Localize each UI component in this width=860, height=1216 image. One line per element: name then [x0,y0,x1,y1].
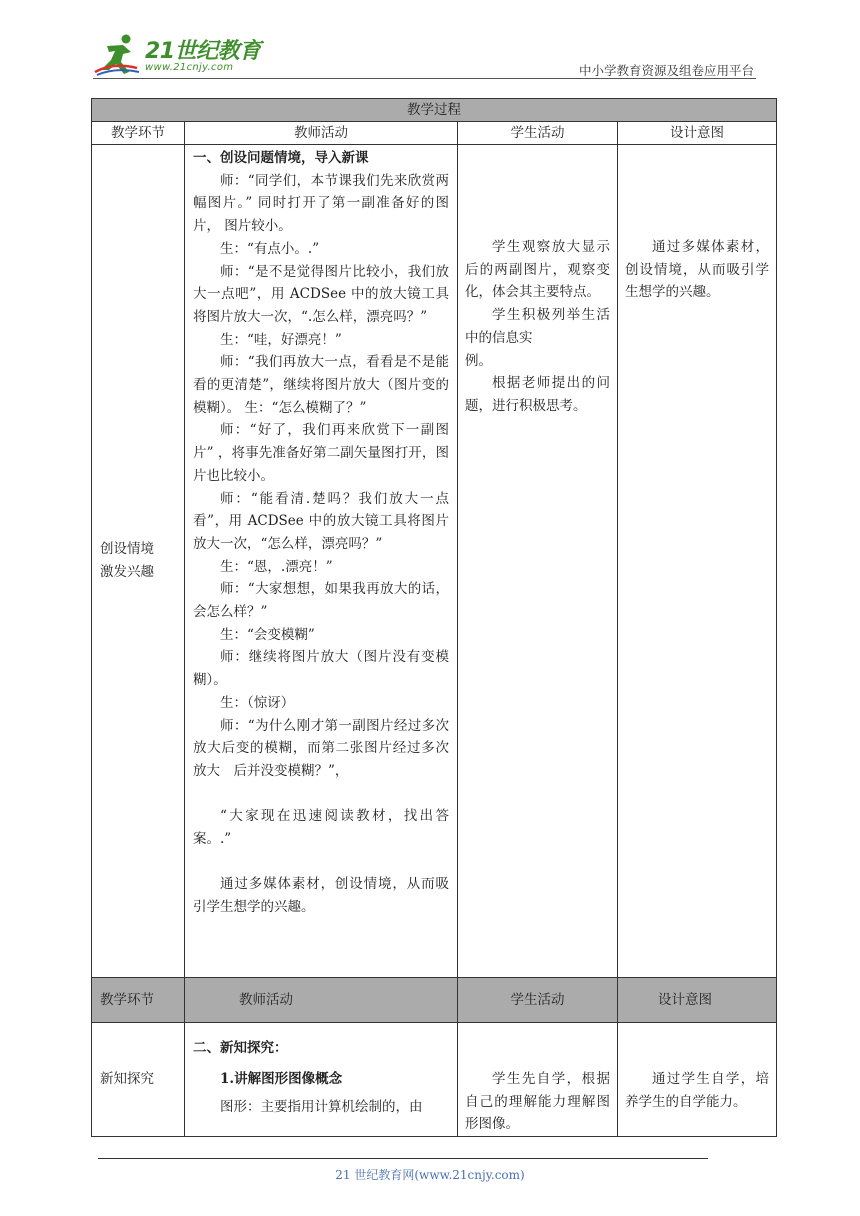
teacher-paragraph: 师：继续将图片放大（图片没有变模糊）。 [193,649,449,689]
site-logo [93,32,263,80]
student-activity-cell [458,145,618,978]
student-paragraph: 学生先自学，根据自己的理解能力理解图形图像。 [465,1071,610,1133]
student-paragraph: 根据老师提出的问题，进行积极思考。 [465,375,610,414]
teacher-paragraph: 通过多媒体素材，创设情境，从而吸引学生想学的兴趣。 [193,876,449,916]
teacher-paragraph: 生：“会变模糊” [220,626,315,643]
student-activity-cell [458,1023,618,1137]
design-intent-cell [618,1023,777,1137]
table-row-intro [92,145,777,978]
teacher-paragraph: 师：“同学们，本节课我们先来欣赏两幅图片。” 同时打开了第一副准备好的图片， 图片较小。 [193,172,449,235]
platform-name: 中小学教育资源及组卷应用平台 [578,63,754,78]
stage-line: 激发兴趣 [100,564,154,580]
teacher-paragraph: 生：“哇，好漂亮！” [220,331,342,348]
runner-logo-icon [93,32,143,76]
teacher-paragraph: “大家现在迅速阅读教材，找出答案。.” [193,808,449,848]
teacher-paragraph: 师：“大家想想，如果我再放大的话，会怎么样？” [193,581,449,621]
column-header: 教学环节 [92,122,185,145]
table-header-row [92,122,777,145]
page-footer: 21 世纪教育网(www.21cnjy.com) [335,1168,525,1182]
paragraph-gap [193,851,449,874]
stage-cell [92,145,185,978]
subsection-heading: 1.讲解图形图像概念 [220,1070,343,1087]
student-paragraph: 学生积极列举生活中的信息实 [465,307,610,346]
column-header: 学生活动 [458,122,618,145]
footer-divider [98,1158,708,1159]
stage-line: 新知探究 [100,1071,154,1087]
paragraph-gap [193,783,449,806]
table-title: 教学过程 [92,99,777,122]
teacher-paragraph: 师：“是不是觉得图片比较小，我们放大一点吧”，用 ACDSee 中的放大镜工具将图片放大一次，“.怎么样，漂亮吗？” [193,263,449,325]
column-header: 设计意图 [618,122,777,145]
student-paragraph: 例。 [465,352,492,369]
student-paragraph: 学生观察放大显示后的两副图片，观察变化，体会其主要特点。 [465,239,610,301]
design-intent-text: 通过多媒体素材，创设情境，从而吸引学生想学的兴趣。 [625,239,769,301]
teacher-paragraph: 生：“有点小。.” [220,240,320,257]
stage-cell [92,1023,185,1137]
column-header: 学生活动 [458,978,618,1023]
column-header: 教师活动 [185,978,458,1023]
stage-line: 创设情境 [100,541,154,558]
section-heading: 一、创设问题情境，导入新课 [193,150,369,166]
column-header: 教师活动 [185,122,458,145]
teacher-paragraph: 师：“能看清.楚吗？我们放大一点看”，用 ACDSee 中的放大镜工具将图片放大一次，“怎么样，漂亮吗？” [193,490,449,552]
teacher-paragraph: 师：“我们再放大一点，看看是不是能看的更清楚”，继续将图片放大（图片变的模糊）。 生：“怎么模糊了？” [193,354,449,416]
teacher-paragraph: 师：“为什么刚才第一副图片经过多次放大后变的模糊，而第二张图片经过多次放大 后并没变模糊？”， [193,717,449,779]
design-intent-text: 通过学生自学，培养学生的自学能力。 [625,1071,769,1110]
teacher-paragraph: 生：“恩，.漂亮！” [220,558,333,575]
teacher-paragraph: 师：“好了，我们再来欣赏下一副图片” ，将事先准备好第二副矢量图打开，图片也比较小。 [193,422,449,484]
logo-url: www.21cnjy.com [145,62,234,73]
teacher-paragraph: 生：（惊讶） [220,694,295,711]
table-header-row-repeat [92,978,777,1023]
table-row-explore [92,1023,777,1137]
lesson-table [91,98,777,1137]
design-intent-cell [618,145,777,978]
column-header: 设计意图 [618,978,777,1023]
column-header: 教学环节 [92,978,185,1023]
header-divider [93,78,756,79]
section-heading: 二、新知探究： [193,1040,288,1056]
page-header [0,0,860,90]
teacher-activity-text [193,147,449,919]
logo-text: 21世纪教育 [145,39,261,64]
teacher-activity-cell [185,1023,458,1137]
teacher-activity-cell [185,145,458,978]
teacher-paragraph: 图形：主要指用计算机绘制的，由 [220,1099,423,1116]
